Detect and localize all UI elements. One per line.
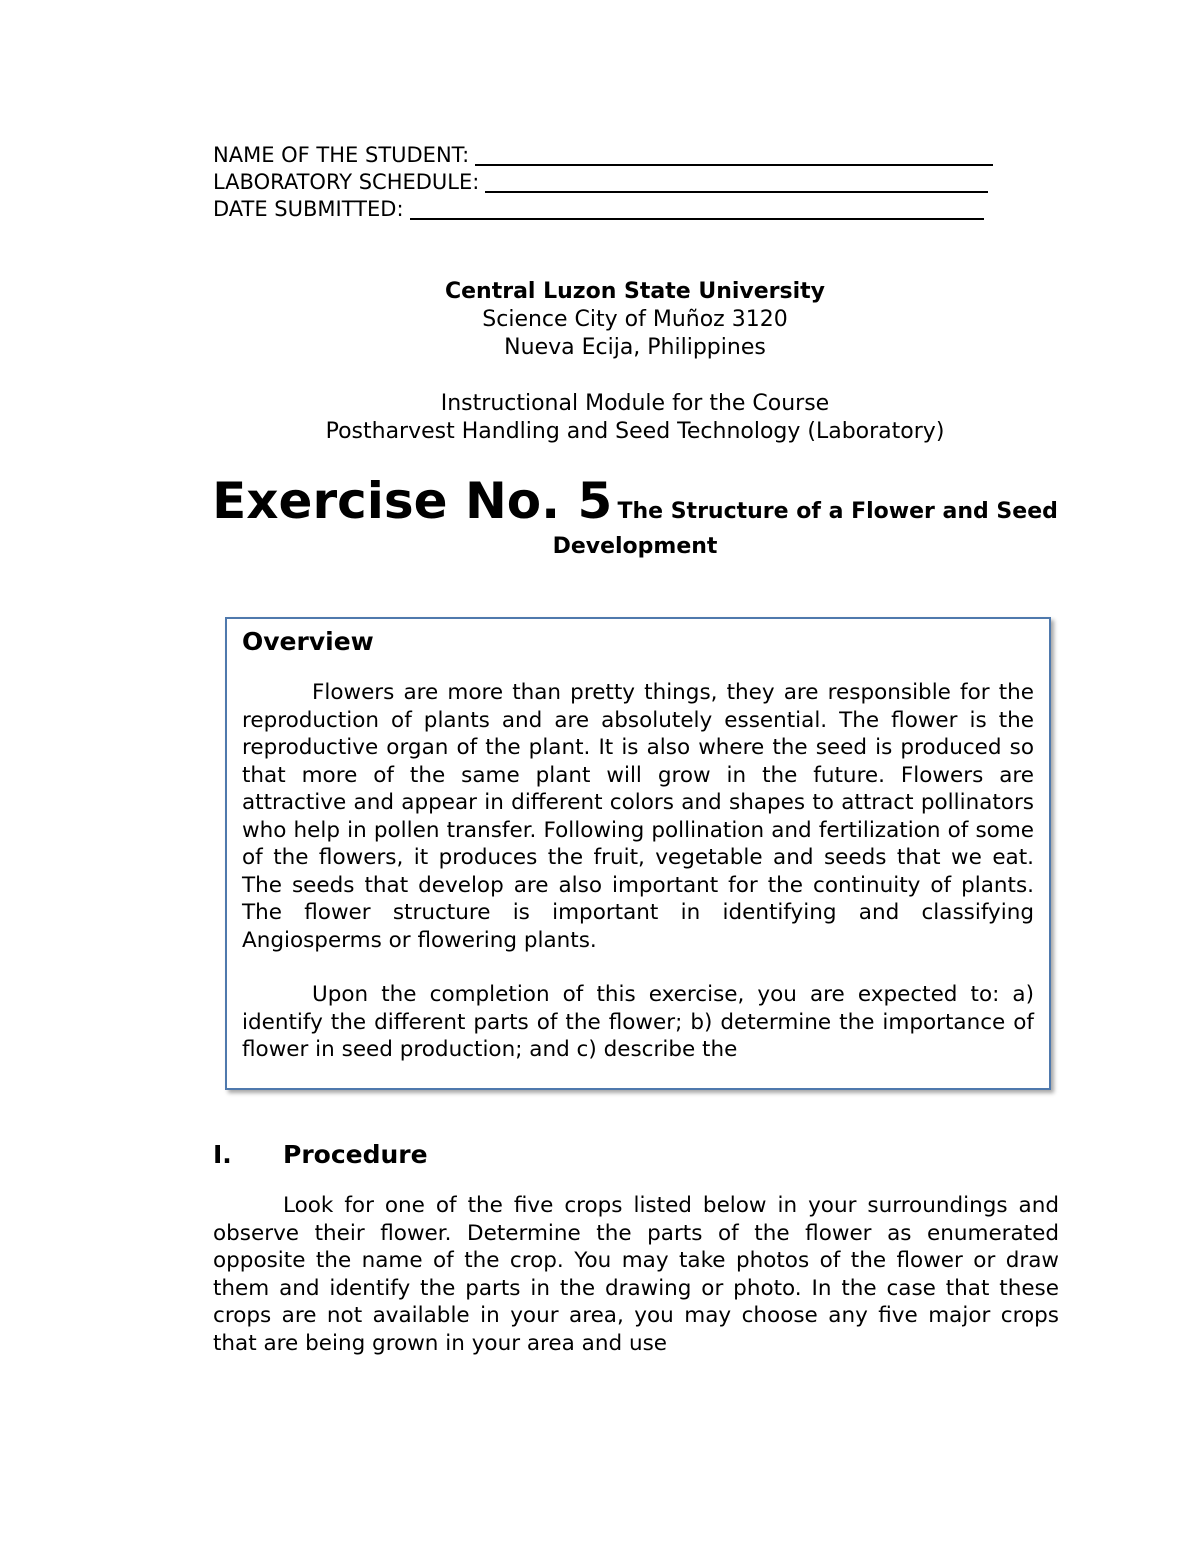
module-line-1: Instructional Module for the Course: [440, 391, 830, 416]
university-name: Central Luzon State University: [444, 279, 826, 304]
lab-schedule-row: [213, 169, 1043, 196]
overview-paragraph-1: Flowers are more than pretty things, they are responsible for the reproduction of plants and are absolutely essential. The flower is the reproductive organ of the plant. It is also where the seed is produced so that more of the same plant will grow in the future. Flowers are attractive and appear in different colors and shapes to attract pollinators who help in pollen transfer. Following pollination and fertilization of some of the flowers, it produces the fruit, vegetable and seeds that we eat. The seeds that develop are also important for the continuity of plants. The flower structure is important in identifying and classifying Angiosperms or flowering plants.: [242, 680, 1034, 953]
overview-heading: Overview: [242, 627, 374, 656]
lab-schedule-label: LABORATORY SCHEDULE:: [213, 170, 480, 194]
procedure-title: Procedure: [283, 1140, 428, 1169]
student-info-fields: [213, 142, 1043, 223]
procedure-heading: [213, 1138, 1059, 1172]
date-submitted-blank[interactable]: [410, 196, 984, 220]
lab-schedule-blank[interactable]: [485, 169, 988, 193]
university-header: [0, 278, 1200, 446]
procedure-section: [213, 1138, 1059, 1357]
module-line-2: Postharvest Handling and Seed Technology (Laboratory): [325, 419, 945, 444]
overview-box: [225, 617, 1051, 1090]
exercise-number: Exercise No. 5: [212, 472, 613, 530]
date-submitted-label: DATE SUBMITTED:: [213, 197, 404, 221]
procedure-number: I.: [213, 1140, 232, 1169]
overview-paragraph-2: Upon the completion of this exercise, you are expected to: a) identify the different parts of the flower; b) determine the importance of flower in seed production; and c) describe the: [242, 982, 1034, 1062]
student-name-row: [213, 142, 1043, 169]
exercise-heading: [200, 472, 1070, 564]
address-line-1: Science City of Muñoz 3120: [482, 307, 788, 332]
date-submitted-row: [213, 196, 1043, 223]
student-name-label: NAME OF THE STUDENT:: [213, 143, 470, 167]
exercise-title: The Structure of a Flower and Seed Development: [552, 499, 1058, 559]
student-name-blank[interactable]: [475, 142, 993, 166]
address-line-2: Nueva Ecija, Philippines: [504, 335, 766, 360]
procedure-text: Look for one of the five crops listed below in your surroundings and observe their flower. Determine the parts of the flower as enumerated opposite the name of the crop. You may take photos of the flower or draw them and identify the parts in the drawing or photo. In the case that these crops are not available in your area, you may choose any five major crops that are being grown in your area and use: [213, 1193, 1059, 1356]
